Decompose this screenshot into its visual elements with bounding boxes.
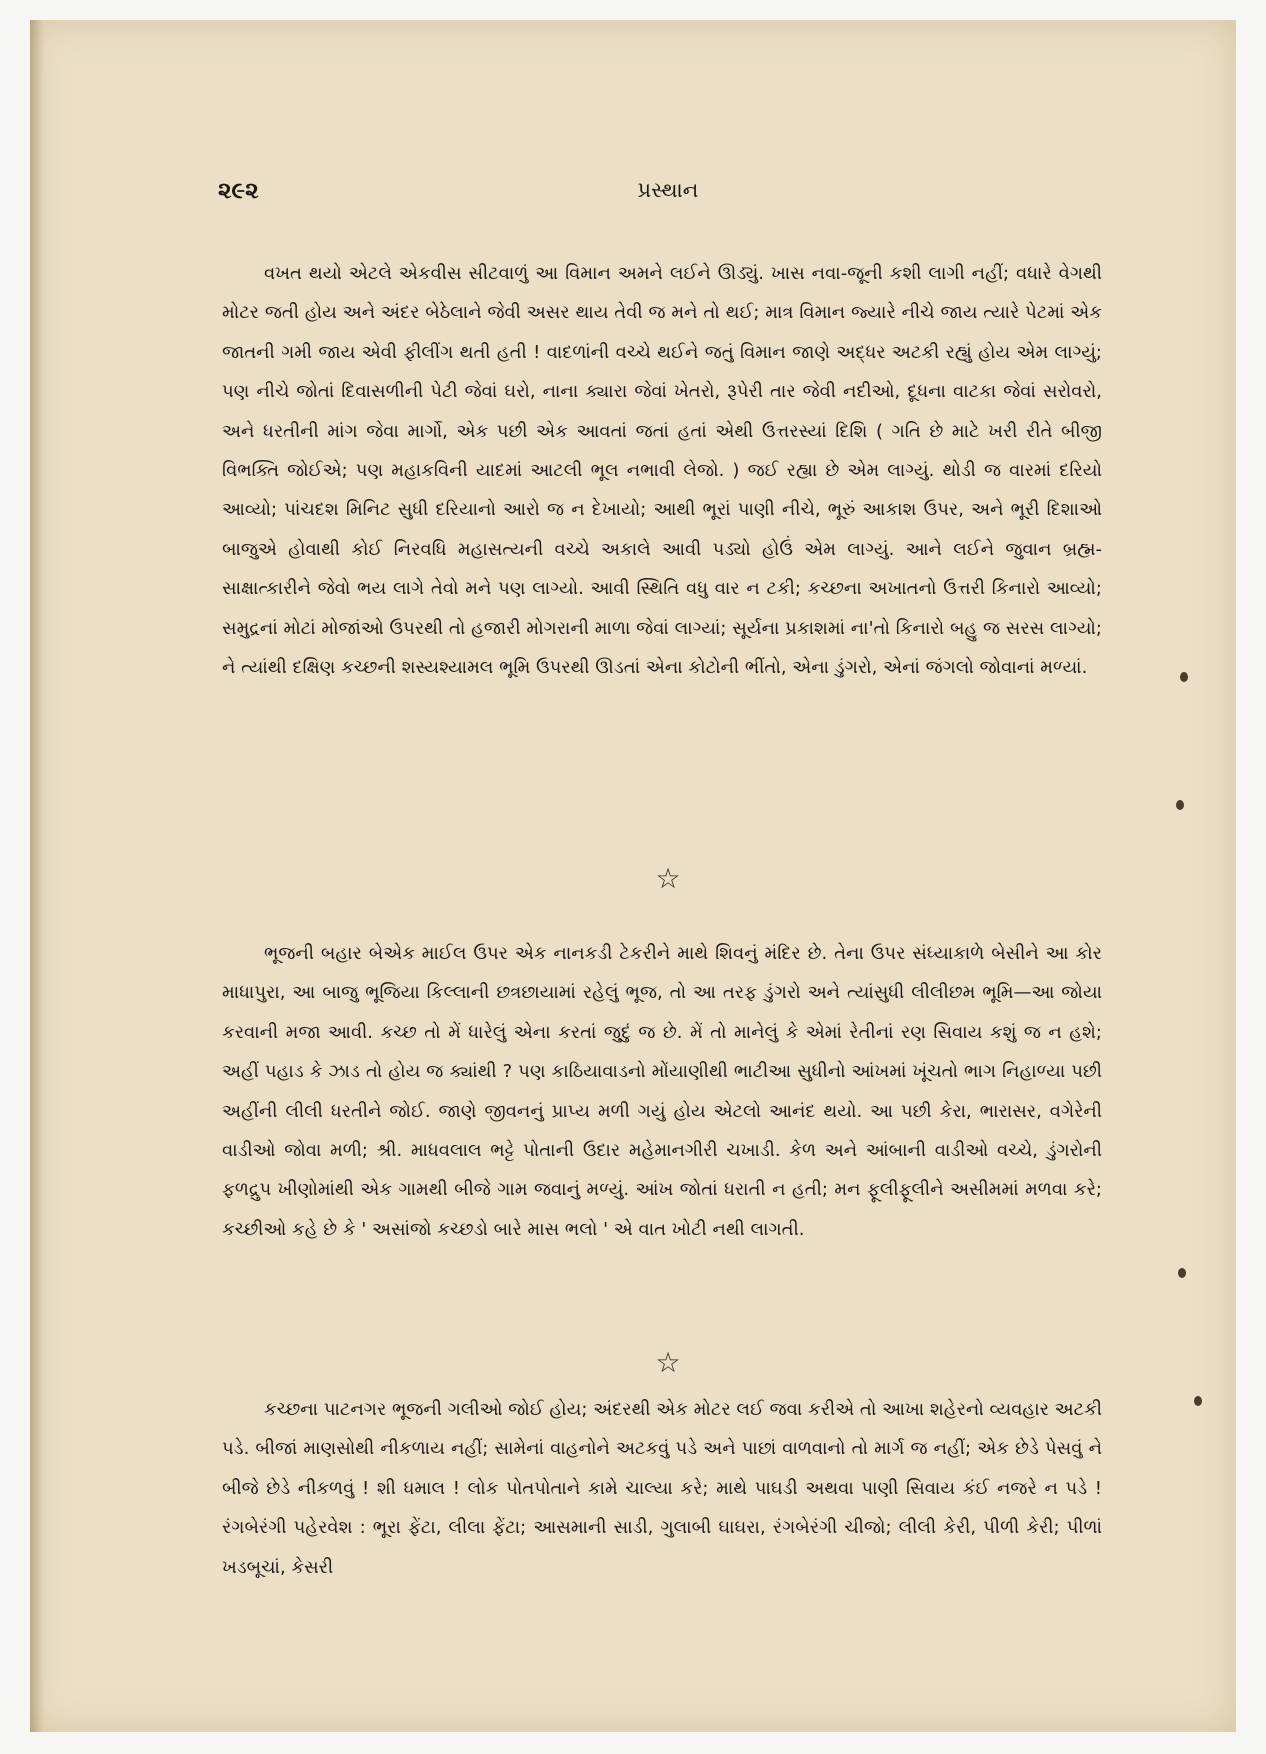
- page-header: [30, 178, 1236, 218]
- binding-hole-mark: [1176, 800, 1184, 810]
- binding-hole-mark: [1178, 1268, 1186, 1278]
- star-separator-2: ☆: [655, 1346, 681, 1379]
- paragraph-3: [222, 1390, 1102, 1587]
- binding-hole-mark: [1180, 672, 1188, 682]
- page-number: ૨૯૨: [218, 178, 259, 204]
- book-page: [30, 20, 1236, 1732]
- paragraph-1: [222, 254, 1102, 687]
- star-separator-1: ☆: [655, 862, 681, 895]
- paragraph-text: વખત થયો એટલે એકવીસ સીટવાળું આ વિમાન અમને લઈને ઊડ્યું. ખાસ નવા-જૂની કશી લાગી નહીં; વધારે વેગથી મોટર જતી હોય અને અંદર બેઠેલાને જેવી અસર થાય તેવી જ મને તો થઈ; માત્ર વિમાન જ્યારે નીચે જાય ત્યારે પેટમાં એક જાતની ગમી જાય એવી ફીલીંગ થતી હતી ! વાદળાંની વચ્ચે થઈને જતું વિમાન જાણે અદ્ધર અટકી રહ્યું હોય એમ લાગ્યું; પણ નીચે જોતાં દિવાસળીની પેટી જેવાં ઘરો, નાના ક્યારા જેવાં ખેતરો, રૂપેરી તાર જેવી નદીઓ, દૂધના વાટકા જેવાં સરોવરો, અને ધરતીની માંગ જેવા માર્ગો, એક પછી એક આવતાં જતાં હતાં એથી ઉત્તરસ્યાં દિશિ ( ગતિ છે માટે ખરી રીતે બીજી વિભક્તિ જોઈએ; પણ મહાકવિની યાદમાં આટલી ભૂલ નભાવી લેજો. ) જઈ રહ્યા છે એમ લાગ્યું. થોડી જ વારમાં દરિયો આવ્યો; પાંચદશ મિનિટ સુધી દરિયાનો આરો જ ન દેખાયો; આથી ભૂરાં પાણી નીચે, ભૂરું આકાશ ઉપર, અને ભૂરી દિશાઓ બાજુએ હોવાથી કોઈ નિરવધિ મહાસત્યની વચ્ચે અકાલે આવી પડ્યો હોઉં એમ લાગ્યું. આને લઈને જુવાન બ્રહ્મ-સાક્ષાત્કારીને જેવો ભય લાગે તેવો મને પણ લાગ્યો. આવી સ્થિતિ વધુ વાર ન ટકી; કચ્છના અખાતનો ઉત્તરી કિનારો આવ્યો; સમુદ્રનાં મોટાં મોજાંઓ ઉપરથી તો હજારી મોગરાની માળા જેવાં લાગ્યાં; સૂર્યના પ્રકાશમાં ના'તો કિનારો બહુ જ સરસ લાગ્યો; ને ત્યાંથી દક્ષિણ કચ્છની શસ્યશ્યામલ ભૂમિ ઉપરથી ઊડતાં એના કોટોની ભીંતો, એના ડુંગરો, એનાં જંગલો જોવાનાં મળ્યાં.: [222, 263, 1102, 679]
- paragraph-text: ભૂજની બહાર બેએક માઈલ ઉપર એક નાનકડી ટેકરીને માથે શિવનું મંદિર છે. તેના ઉપર સંધ્યાકાળે બેસીને આ કોર માધાપુરા, આ બાજુ ભૂજિયા કિલ્લાની છત્રછાયામાં રહેલું ભૂજ, તો આ તરફ ડુંગરો અને ત્યાંસુધી લીલીછમ ભૂમિ—આ જોયા કરવાની મજા આવી. કચ્છ તો મેં ધારેલું એના કરતાં જુદું જ છે. મેં તો માનેલું કે એમાં રેતીનાં રણ સિવાય કશું જ ન હશે; અહીં પહાડ કે ઝાડ તો હોય જ ક્યાંથી ? પણ કાઠિયાવાડનો મોંયાણીથી ભાટીઆ સુધીનો આંખમાં ખૂંચતો ભાગ નિહાળ્યા પછી અહીંની લીલી ધરતીને જોઈ. જાણે જીવનનું પ્રાપ્ય મળી ગયું હોય એટલો આનંદ થયો. આ પછી કેરા, ભારાસર, વગેરેની વાડીઓ જોવા મળી; શ્રી. માધવલાલ ભટ્ટે પોતાની ઉદાર મહેમાનગીરી ચખાડી. કેળ અને આંબાની વાડીઓ વચ્ચે, ડુંગરોની ફળદ્રુપ ખીણોમાંથી એક ગામથી બીજે ગામ જવાનું મળ્યું. આંખ જોતાં ધરાતી ન હતી; મન ફૂલીફૂલીને અસીમમાં મળવા કરે; કચ્છીઓ કહે છે કે ' અસાંજો કચ્છડો બારે માસ ભલો ' એ વાત ખોટી નથી લાગતી.: [222, 943, 1102, 1240]
- paragraph-text: કચ્છના પાટનગર ભૂજની ગલીઓ જોઈ હોય; અંદરથી એક મોટર લઈ જવા કરીએ તો આખા શહેરનો વ્યવહાર અટકી પડે. બીજાં માણસોથી નીકળાય નહીં; સામેનાં વાહનોને અટકવું પડે અને પાછાં વાળવાનો તો માર્ગ જ નહીં; એક છેડે પેસવું ને બીજે છેડે નીકળવું ! શી ધમાલ ! લોક પોતપોતાને કામે ચાલ્યા કરે; માથે પાઘડી અથવા પાણી સિવાય કંઈ નજરે ન પડે ! રંગબેરંગી પહેરવેશ : ભૂરા ફેંટા, લીલા ફેંટા; આસમાની સાડી, ગુલાબી ઘાઘરા, રંગબેરંગી ચીજો; લીલી કેરી, પીળી કેરી; પીળાં ખડબૂચાં, કેસરી: [222, 1399, 1102, 1578]
- running-title: પ્રસ્થાન: [637, 178, 699, 202]
- binding-hole-mark: [1194, 1396, 1202, 1406]
- paragraph-2: [222, 934, 1102, 1249]
